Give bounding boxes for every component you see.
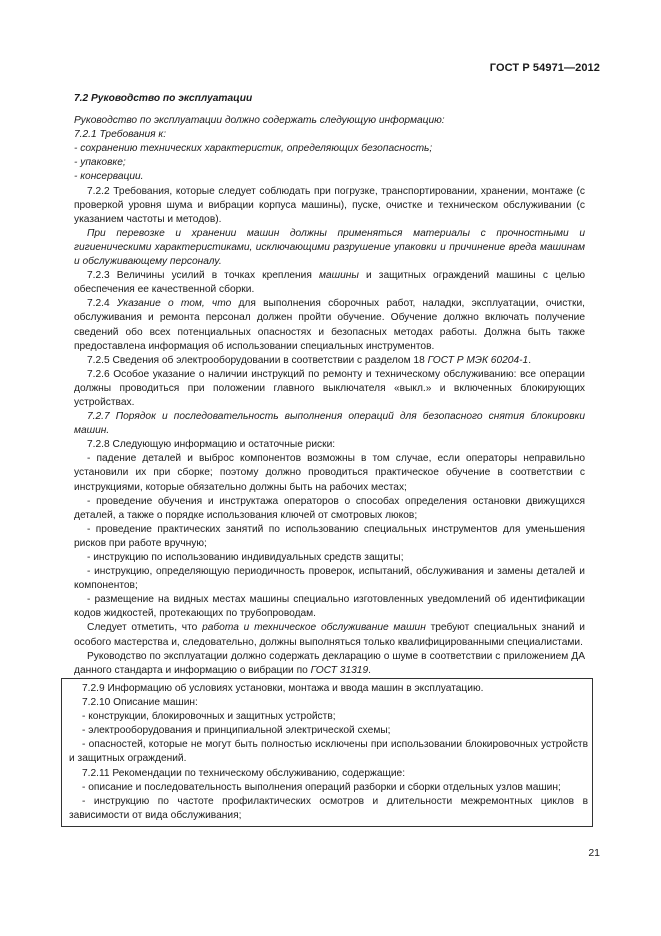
list-item: - упаковке;	[74, 157, 126, 169]
document-header: ГОСТ Р 54971—2012	[489, 62, 600, 74]
text-run: .	[528, 354, 532, 366]
list-item: - описание и последовательность выполнения операций разборки и сборки отдельных узлов машин;	[82, 781, 561, 793]
text-run: и защитных ограждений машины с целью обеспечения ее качественной сборки.	[74, 270, 586, 296]
list-item: - конструкции, блокировочных и защитных устройств;	[82, 711, 336, 723]
italic-run: ГОСТ 31319	[310, 664, 369, 676]
main-content	[74, 92, 585, 678]
clause-7-2-10: 7.2.10 Описание машин:	[82, 697, 198, 709]
intro-paragraph: Руководство по эксплуатации должно содержать следующую информацию:	[74, 115, 445, 127]
italic-run: машины	[319, 270, 359, 282]
risk-item: - инструкцию по использованию индивидуальных средств защиты;	[87, 552, 404, 563]
text-run: для выполнения сборочных работ, наладки, эксплуатации, очистки, обслуживания и ремонта персонал должен пройти обучение. Обучение должно включать получение сведений обо всех потенциальных опасностях и безопасных методах работы. Должна быть также предоставлена информация об использовании специальных инструментов.	[74, 298, 585, 352]
list-item: - электрооборудования и принципиальной электрической схемы;	[82, 725, 391, 737]
clause-7-2-6: 7.2.6 Особое указание о наличии инструкций по ремонту и техническому обслуживанию: все операции должны проводиться при положении главного выключателя «выкл.» и включенных блокирующих устройствах.	[74, 368, 585, 408]
list-item: - инструкцию по частоте профилактических осмотров и длительности межремонтных циклов в зависимости от вида обслуживания;	[69, 795, 588, 821]
clause-7-2-5	[74, 354, 585, 368]
risk-item: - инструкцию, определяющую периодичность проверок, испытаний, обслуживания и замены деталей и компонентов;	[74, 566, 585, 592]
clause-7-2-1	[74, 128, 585, 142]
text-run: 7.2.3 Величины усилий в точках крепления	[87, 270, 320, 282]
italic-run: Указание о том, что	[116, 298, 232, 310]
risk-item: - проведение практических занятий по использованию специальных инструментов для уменьшения рисков при работе вручную;	[74, 523, 585, 549]
clause-7-2-4	[74, 297, 585, 353]
page-number: 21	[588, 847, 600, 859]
clause-7-2-9: 7.2.9 Информацию об условиях установки, монтажа и ввода машин в эксплуатацию.	[82, 683, 484, 694]
text-run: Следует отметить, что	[87, 622, 203, 634]
risk-item: - размещение на видных местах машины специально изготовленных уведомлений об идентификации кодов жидкостей, протекающих по трубопроводам.	[74, 594, 585, 620]
list-item: - консервации.	[74, 171, 144, 183]
text-run: 7.2.5 Сведения об электрооборудовании в соответствии с разделом 18	[87, 354, 428, 366]
text-run: .	[368, 664, 371, 676]
noise-paragraph	[74, 650, 585, 678]
text-run: Руководство по эксплуатации должно содержать декларацию о шуме в соответствии с приложением ДА данного стандарта и информацию о вибрации по	[74, 650, 585, 676]
risk-item: - падение деталей и выброс компонентов возможны в том случае, если операторы неправильно установили их при сборке; поэтому должно проводиться практическое обучение в соответствии с инструкциями, которые обязательно должны быть на рабочих местах;	[74, 453, 585, 493]
framed-block	[61, 678, 593, 827]
italic-run: ГОСТ Р МЭК 60204-1	[427, 354, 529, 366]
list-item: - опасностей, которые не могут быть полностью исключены при использовании блокировочных устройств и защитных ограждений.	[69, 739, 588, 765]
clause-7-2-3	[74, 269, 585, 297]
clause-7-2-2: 7.2.2 Требования, которые следует соблюдать при погрузке, транспортировании, хранении, монтаже (с проверкой уровня шума и вибрации корпуса машины), пуске, очистке и техническом обслуживании (с указанием частоты и методов).	[74, 185, 585, 225]
section-title: 7.2 Руководство по эксплуатации	[74, 93, 253, 104]
italic-run: работа и техническое обслуживание машин	[202, 622, 426, 634]
clause-7-2-8: 7.2.8 Следующую информацию и остаточные риски:	[87, 439, 336, 451]
clause-number: 7.2.1	[74, 129, 97, 141]
clause-7-2-7: 7.2.7 Порядок и последовательность выполнения операций для безопасного снятия блокировки машин.	[74, 411, 585, 437]
clause-text: Требования к:	[99, 129, 167, 141]
risk-item: - проведение обучения и инструктажа операторов о способах определения остановки движущихся деталей, а также о порядке использования ключей от смотровых люков;	[74, 495, 585, 521]
clause-7-2-11: 7.2.11 Рекомендации по техническому обслуживанию, содержащие:	[82, 767, 406, 779]
text-run: 7.2.4	[87, 298, 117, 310]
list-item: - сохранению технических характеристик, определяющих безопасность;	[74, 143, 433, 155]
note-paragraph	[74, 621, 585, 649]
text-run: требуют специальных знаний и особого мастерства и, следовательно, должны выполняться только квалифицированными специалистами.	[74, 622, 585, 648]
transport-paragraph: При перевозке и хранении машин должны применяться материалы с прочностными и гигиеническими характеристиками, исключающими разрушение упаковки и причинение вреда машинам и обслуживающему персоналу.	[74, 227, 585, 268]
